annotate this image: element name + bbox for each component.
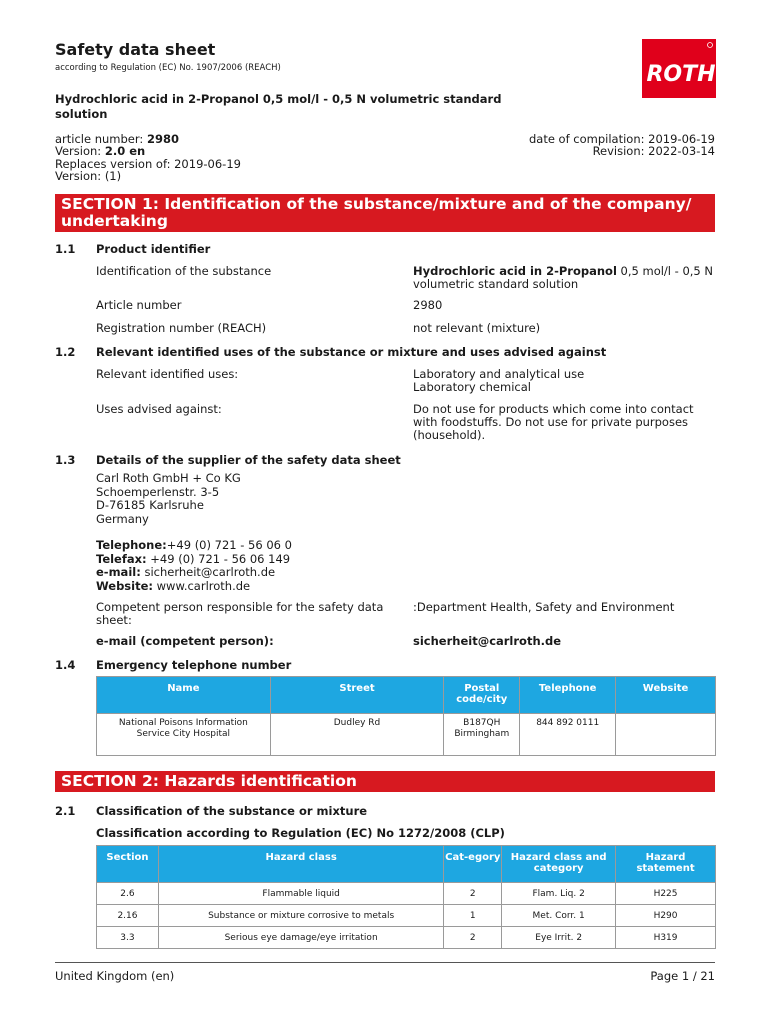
subsection-number: 1.1 xyxy=(55,242,76,256)
table-header-cell: Hazard statement xyxy=(616,846,716,883)
table-cell: H290 xyxy=(616,905,716,927)
replaces-version: Replaces version of: 2019-06-19 xyxy=(55,156,241,171)
subsection-title: Emergency telephone number xyxy=(96,658,292,672)
address-line: D-76185 Karlsruhe xyxy=(96,498,204,512)
uses-value-line: Laboratory chemical xyxy=(413,380,531,394)
table-cell: H225 xyxy=(616,883,716,905)
table-row xyxy=(97,905,716,927)
supplier-contacts xyxy=(96,539,292,593)
replaces-version-number: Version: (1) xyxy=(55,168,122,183)
emergency-table xyxy=(96,676,716,756)
article-label: Article number xyxy=(96,298,182,312)
uses-value xyxy=(413,368,713,394)
product-title: Hydrochloric acid in 2-Propanol 0,5 mol/l - 0,5 N volumetric standard solution xyxy=(55,92,502,121)
table-cell: 1 xyxy=(444,905,502,927)
competent-email-value[interactable]: sicherheit@carlroth.de xyxy=(413,634,562,648)
table-header-cell: Cat-egory xyxy=(444,846,502,883)
table-header-row xyxy=(97,677,716,714)
table-header-row xyxy=(97,846,716,883)
website-label: Website: xyxy=(96,578,153,593)
subsection-number: 1.4 xyxy=(55,658,76,672)
table-header-cell: Hazard class xyxy=(158,846,443,883)
logo-wordmark: ROTH xyxy=(646,62,716,87)
table-cell: National Poisons Information Service City Hospital xyxy=(97,714,271,756)
footer-locale: United Kingdom (en) xyxy=(55,969,175,983)
identification-value xyxy=(413,265,713,291)
address-line: Carl Roth GmbH + Co KG xyxy=(96,471,241,485)
identification-label: Identification of the substance xyxy=(96,264,272,278)
telefax-value: +49 (0) 721 - 56 06 149 xyxy=(146,551,291,566)
website-link[interactable]: www.carlroth.de xyxy=(153,578,251,593)
article-number-value: 2980 xyxy=(146,132,179,146)
meta-right xyxy=(529,133,715,158)
table-cell: Dudley Rd xyxy=(270,714,444,756)
hazard-classification-table xyxy=(96,845,716,949)
table-header-cell: Hazard class and category xyxy=(502,846,616,883)
email-link[interactable]: sicherheit@carlroth.de xyxy=(140,565,276,579)
table-cell: Eye Irrit. 2 xyxy=(502,927,616,949)
table-cell: 2.16 xyxy=(97,905,159,927)
document-title: Safety data sheet xyxy=(55,40,216,59)
subsection-number: 2.1 xyxy=(55,804,76,818)
article-number-label: article number: xyxy=(55,132,147,146)
registration-value: not relevant (mixture) xyxy=(413,321,541,335)
advised-against-label: Uses advised against: xyxy=(96,402,222,416)
advised-against-value: Do not use for products which come into contact with foodstuffs. Do not use for private purposes (household). xyxy=(413,402,694,442)
table-header-cell: Postal code/city xyxy=(444,677,520,714)
document-subtitle: according to Regulation (EC) No. 1907/2006 (REACH) xyxy=(55,63,281,73)
table-cell: Serious eye damage/eye irritation xyxy=(158,927,443,949)
table-cell: 2 xyxy=(444,927,502,949)
table-cell: Flam. Liq. 2 xyxy=(502,883,616,905)
competent-email-label: e-mail (competent person): xyxy=(96,634,274,648)
table-cell: Flammable liquid xyxy=(158,883,443,905)
table-row xyxy=(97,883,716,905)
subsection-title: Product identifier xyxy=(96,242,211,256)
table-header-cell: Name xyxy=(97,677,271,714)
meta-left xyxy=(55,133,241,182)
telefax-label: Telefax: xyxy=(96,551,147,566)
address-line: Schoemperlenstr. 3-5 xyxy=(96,484,220,499)
table-cell: 3.3 xyxy=(97,927,159,949)
table-cell: Met. Corr. 1 xyxy=(502,905,616,927)
identification-value-rest: 0,5 mol/l - 0,5 N volumetric standard solution xyxy=(413,264,714,291)
table-cell xyxy=(616,714,716,756)
uses-value-line: Laboratory and analytical use xyxy=(413,367,585,381)
table-cell: 2.6 xyxy=(97,883,159,905)
table-header-cell: Street xyxy=(270,677,444,714)
supplier-address xyxy=(96,472,241,526)
address-line: Germany xyxy=(96,511,149,526)
identification-value-bold: Hydrochloric acid in 2-Propanol xyxy=(413,264,617,278)
table-row xyxy=(97,714,716,756)
subsection-title: Relevant identified uses of the substance or mixture and uses advised against xyxy=(96,345,607,359)
compilation-date: date of compilation: 2019-06-19 xyxy=(528,132,715,146)
revision-date: Revision: 2022-03-14 xyxy=(592,144,715,159)
version-value: 2.0 en xyxy=(104,144,146,159)
article-value: 2980 xyxy=(413,298,443,312)
subsection-number: 1.2 xyxy=(55,345,76,359)
competent-person-label: Competent person responsible for the safety data sheet: xyxy=(96,600,384,627)
table-cell: 2 xyxy=(444,883,502,905)
version-label: Version: xyxy=(55,144,105,159)
table-header-cell: Section xyxy=(97,846,159,883)
email-label: e-mail: xyxy=(96,565,141,579)
registration-label: Registration number (REACH) xyxy=(96,321,267,335)
footer-divider xyxy=(55,962,715,963)
table-cell: Substance or mixture corrosive to metals xyxy=(158,905,443,927)
table-row xyxy=(97,927,716,949)
subsection-title: Details of the supplier of the safety data sheet xyxy=(96,453,401,467)
table-header-cell: Telephone xyxy=(520,677,616,714)
section-1-heading: SECTION 1: Identification of the substance/mixture and of the company/ undertaking xyxy=(55,194,715,232)
roth-logo xyxy=(642,39,716,98)
table-cell: 844 892 0111 xyxy=(520,714,616,756)
subsection-title: Classification of the substance or mixture xyxy=(96,804,368,818)
table-header-cell: Website xyxy=(616,677,716,714)
clp-classification-title: Classification according to Regulation (EC) No 1272/2008 (CLP) xyxy=(96,826,505,840)
footer-page-number: Page 1 / 21 xyxy=(650,969,715,983)
subsection-number: 1.3 xyxy=(55,453,76,467)
uses-label: Relevant identified uses: xyxy=(96,367,239,381)
telephone-value: +49 (0) 721 - 56 06 0 xyxy=(166,538,292,552)
table-cell: H319 xyxy=(616,927,716,949)
competent-person-value: :Department Health, Safety and Environment xyxy=(413,600,675,614)
section-2-heading: SECTION 2: Hazards identification xyxy=(55,771,715,792)
telephone-label: Telephone: xyxy=(96,538,167,552)
table-cell: B187QH Birmingham xyxy=(444,714,520,756)
